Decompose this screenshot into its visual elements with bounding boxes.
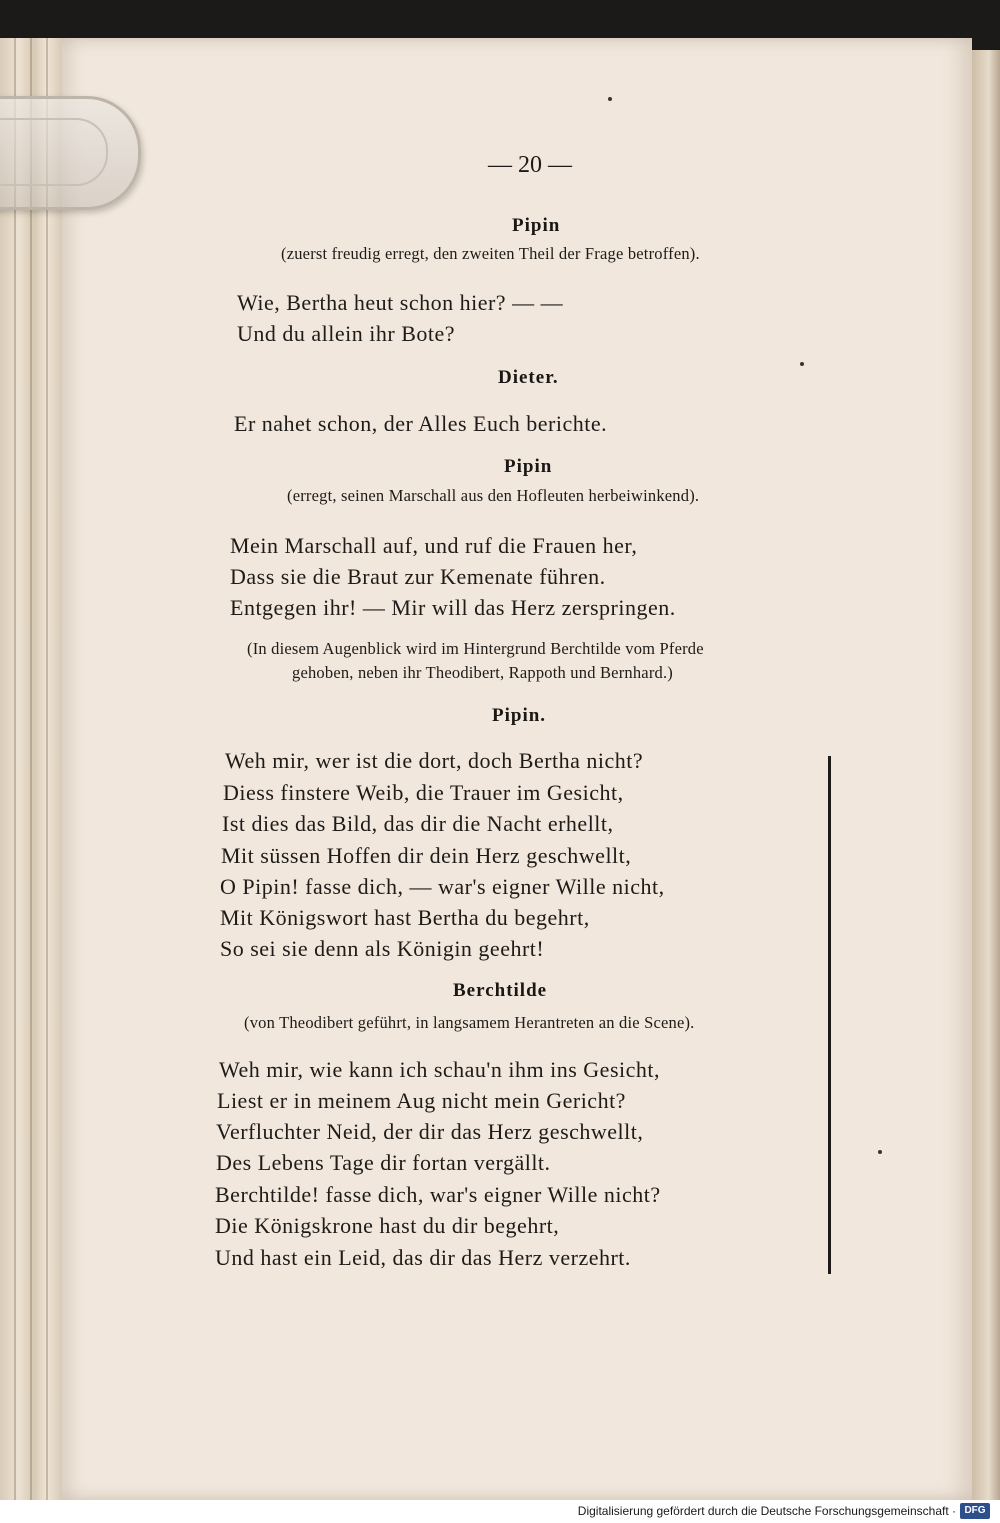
stage-direction: (erregt, seinen Marschall aus den Hofleuten herbeiwinkend). xyxy=(287,486,700,505)
verse-line: Verfluchter Neid, der dir das Herz geschwellt, xyxy=(216,1119,644,1144)
verse-line: Ist dies das Bild, das dir die Nacht erhellt, xyxy=(222,811,614,836)
verse-line: O Pipin! fasse dich, — war's eigner Wille nicht, xyxy=(220,874,665,899)
speaker-name: Pipin xyxy=(512,215,561,236)
verse-line: Und hast ein Leid, das dir das Herz verzehrt. xyxy=(215,1245,631,1270)
margin-vertical-rule xyxy=(828,756,831,1274)
stage-direction: (In diesem Augenblick wird im Hintergrund Berchtilde vom Pferde xyxy=(247,639,704,658)
verse-line: Mein Marschall auf, und ruf die Frauen her, xyxy=(230,533,638,558)
speaker-name: Pipin xyxy=(504,456,553,477)
paper-speck xyxy=(878,1150,882,1154)
paper-speck xyxy=(800,362,804,366)
verse-line: Des Lebens Tage dir fortan vergällt. xyxy=(216,1150,551,1175)
footer-bar xyxy=(0,1500,1000,1523)
stage-direction: (zuerst freudig erregt, den zweiten Theil der Frage betroffen). xyxy=(281,244,700,263)
page-stack-right-edge xyxy=(972,50,1000,1500)
funding-credit: Digitalisierung gefördert durch die Deutsche Forschungsgemeinschaft · xyxy=(577,1504,956,1518)
verse-line: Wie, Bertha heut schon hier? — — xyxy=(237,290,564,315)
page-stack-left-edge xyxy=(0,38,62,1500)
dfg-logo-icon: DFG xyxy=(960,1503,990,1519)
verse-line: Diess finstere Weib, die Trauer im Gesicht, xyxy=(223,780,624,805)
verse-line: Mit Königswort hast Bertha du begehrt, xyxy=(220,905,590,930)
paper-speck xyxy=(608,97,612,101)
verse-line: Weh mir, wer ist die dort, doch Bertha nicht? xyxy=(225,748,644,773)
verse-line: Weh mir, wie kann ich schau'n ihm ins Gesicht, xyxy=(219,1057,660,1082)
speaker-name: Dieter. xyxy=(498,367,559,388)
verse-line: So sei sie denn als Königin geehrt! xyxy=(220,936,545,961)
verse-line: Die Königskrone hast du dir begehrt, xyxy=(215,1213,560,1238)
verse-line: Er nahet schon, der Alles Euch berichte. xyxy=(234,411,608,436)
verse-line: Berchtilde! fasse dich, war's eigner Wille nicht? xyxy=(215,1182,661,1207)
verse-line: Entgegen ihr! — Mir will das Herz zerspringen. xyxy=(230,595,676,620)
verse-line: Mit süssen Hoffen dir dein Herz geschwellt, xyxy=(221,843,632,868)
speaker-name: Pipin. xyxy=(492,705,547,726)
verse-line: Und du allein ihr Bote? xyxy=(237,321,456,346)
verse-line: Dass sie die Braut zur Kemenate führen. xyxy=(230,564,606,589)
stage-direction: (von Theodibert geführt, in langsamem Herantreten an die Scene). xyxy=(244,1013,695,1032)
stage-direction: gehoben, neben ihr Theodibert, Rappoth und Bernhard.) xyxy=(292,663,673,682)
verse-line: Liest er in meinem Aug nicht mein Gericht? xyxy=(217,1088,626,1113)
speaker-name: Berchtilde xyxy=(453,980,548,1001)
paper-clip-inner-loop xyxy=(0,118,108,186)
page-number: — 20 — xyxy=(488,152,572,178)
